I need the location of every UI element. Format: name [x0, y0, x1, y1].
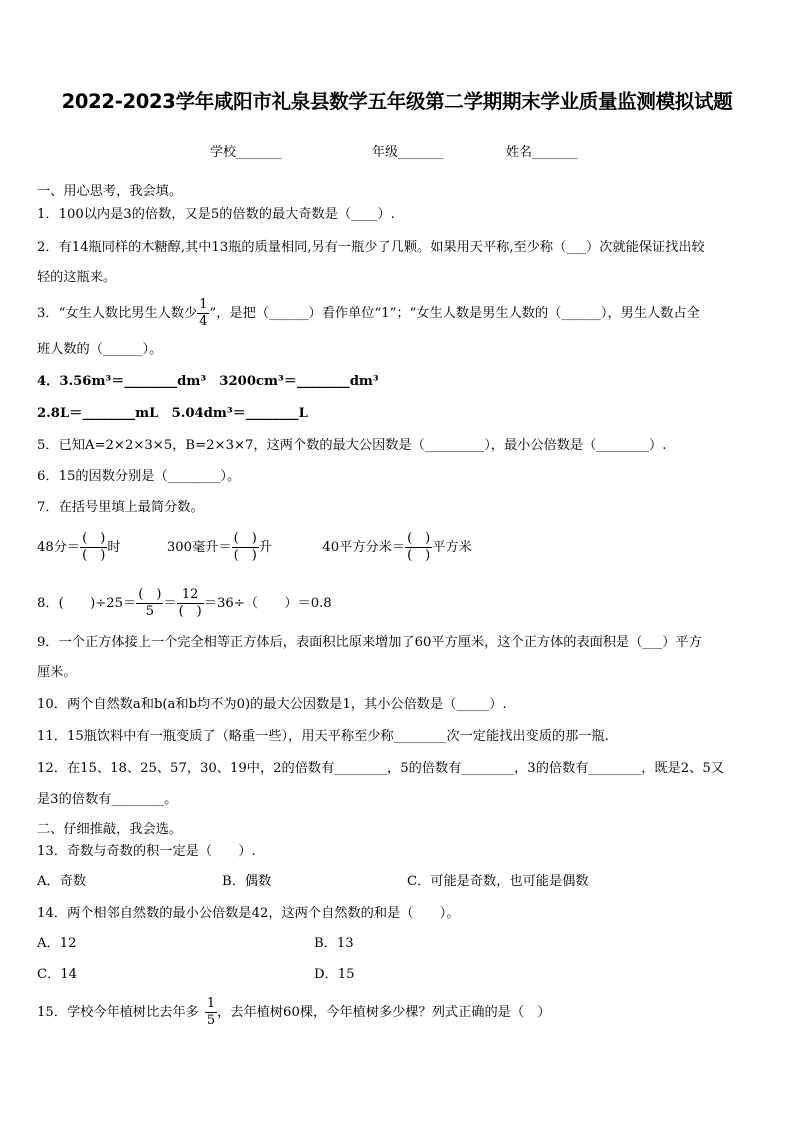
fraction-numerator: 1: [199, 297, 208, 312]
fraction-blank: ( ): [407, 531, 431, 546]
fraction-denominator: 5: [136, 603, 163, 620]
q15-fraction: [205, 996, 217, 1029]
question-11: 11．15瓶饮料中有一瓶变质了（略重一些），用天平称至少称________次一定能找出变质的那一瓶.: [37, 729, 609, 744]
q15-text-a: 15．学校今年植树比去年多: [37, 1005, 199, 1020]
question-12-line-2: 是3的倍数有________。: [37, 792, 178, 807]
fraction-numerator: 12: [181, 587, 199, 602]
fraction-denominator: 5: [206, 1013, 216, 1028]
fraction-blank: ( ): [233, 548, 257, 563]
fraction-numerator: 1: [206, 996, 216, 1011]
question-8: [37, 587, 332, 620]
q14-option-d: D．15: [314, 967, 355, 982]
q8-equals: ＝: [163, 596, 177, 611]
grade-field: 年级_______: [372, 145, 444, 160]
question-7-items: [37, 531, 472, 564]
question-12-line-1: 12．在15、18、25、57，30、19中，2的倍数有________，5的倍数有________，3的倍数有________，既是2、5又: [37, 761, 724, 776]
fraction-blank: ( ): [233, 531, 257, 546]
question-9-line-1: 9．一个正方体接上一个完全相等正方体后，表面积比原来增加了60平方厘米，这个正方体的表面积是（___）平方: [37, 635, 702, 650]
q8-fraction-2: [177, 587, 204, 620]
fraction-blank: ( ): [178, 604, 202, 619]
section-1-heading: 一、用心思考，我会填。: [37, 184, 183, 199]
school-field: 学校_______: [210, 145, 282, 160]
question-10: 10．两个自然数a和b(a和b均不为0)的最大公因数是1，其小公倍数是（_____）.: [37, 697, 507, 712]
q14-option-c: C．14: [37, 967, 78, 982]
name-field: 姓名_______: [506, 145, 578, 160]
q7-item-a-label: 48分＝: [37, 540, 81, 555]
question-4-line-1: 4．3.56m³＝________dm³ 3200cm³＝________dm³: [37, 374, 379, 389]
question-2-line-2: 轻的这瓶来。: [37, 270, 117, 285]
q7-item-c-fraction: [405, 531, 432, 564]
question-3-fraction: [197, 297, 209, 330]
question-13: 13．奇数与奇数的积一定是（ ）.: [37, 844, 256, 859]
page-title: 2022-2023学年咸阳市礼泉县数学五年级第二学期期末学业质量监测模拟试题: [61, 90, 733, 113]
question-14: 14．两个相邻自然数的最小公倍数是42，这两个自然数的和是（ ）。: [37, 906, 460, 921]
q8-text-b: ＝36÷（ ）＝0.8: [203, 596, 332, 611]
question-6: 6．15的因数分别是（________）。: [37, 469, 241, 484]
fraction-blank: ( ): [407, 548, 431, 563]
q7-item-c-label: 40平方分米＝: [322, 540, 406, 555]
fraction-denominator: 4: [199, 314, 208, 329]
question-9-line-2: 厘米。: [37, 665, 77, 680]
fraction-blank: ( ): [82, 531, 106, 546]
q7-item-b-unit: 升: [258, 540, 272, 555]
fraction-blank: ( ): [138, 587, 162, 602]
question-5: 5．已知A=2×2×3×5，B=2×3×7，这两个数的最大公因数是（_________），最小公倍数是（________）.: [37, 438, 667, 453]
question-15: [37, 996, 550, 1029]
q7-item-a-fraction: [80, 531, 107, 564]
question-7: 7．在括号里填上最简分数。: [37, 500, 204, 515]
q7-item-c-unit: 平方米: [432, 540, 472, 555]
question-1: 1．100以内是3的倍数，又是5的倍数的最大奇数是（____）.: [37, 207, 395, 222]
q14-option-b: B．13: [314, 936, 354, 951]
question-3-line-2: 班人数的（______）。: [37, 342, 163, 357]
q13-option-c: C．可能是奇数，也可能是偶数: [407, 874, 589, 889]
question-2-line-1: 2．有14瓶同样的木糖醇,其中13瓶的质量相同,另有一瓶少了几颗。如果用天平称,至少称（___）次就能保证找出较: [37, 240, 705, 255]
question-3-text-b: ”，是把（______）看作单位“1”；“女生人数是男生人数的（______），男生人数占全: [209, 306, 700, 321]
fraction-blank: ( ): [82, 548, 106, 563]
q14-option-a: A．12: [37, 936, 77, 951]
q13-option-b: B．偶数: [222, 874, 272, 889]
section-2-heading: 二、仔细推敲，我会选。: [37, 822, 183, 837]
q15-text-b: ，去年植树60棵，今年植树多少棵？列式正确的是（ ）: [217, 1005, 551, 1020]
question-3-text-a: 3．“女生人数比男生人数少: [37, 306, 198, 321]
q8-fraction-1: [136, 587, 163, 620]
question-4-line-2: 2.8L＝________mL 5.04dm³＝________L: [37, 406, 308, 421]
q7-item-b-label: 300毫升＝: [166, 540, 232, 555]
q7-item-b-fraction: [232, 531, 259, 564]
question-3-line-1: [37, 297, 700, 330]
q8-text-a: 8．( )÷25＝: [37, 596, 137, 611]
q7-item-a-unit: 时: [107, 540, 121, 555]
q13-option-a: A．奇数: [37, 874, 87, 889]
